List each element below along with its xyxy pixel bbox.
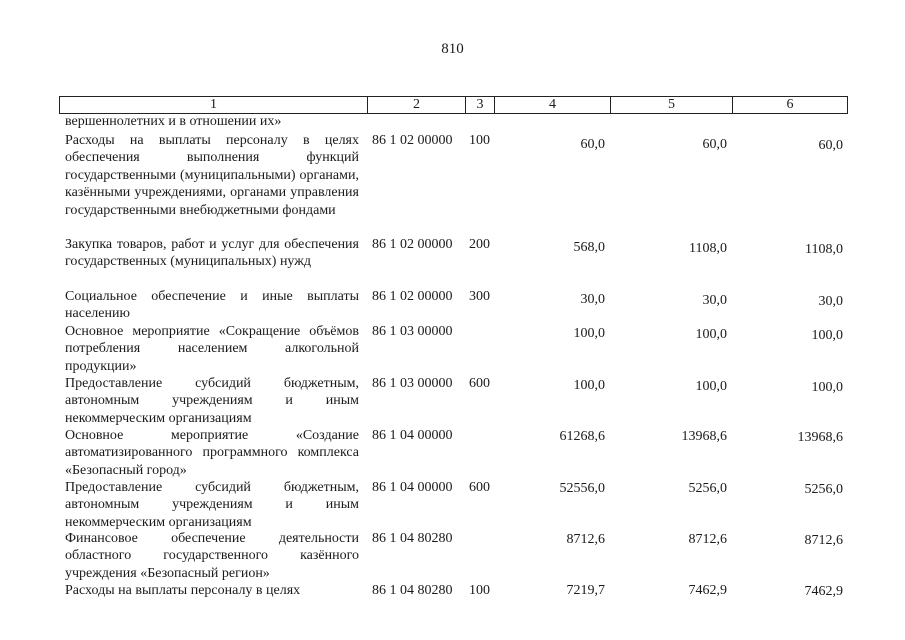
row-code: 86 1 04 00000	[372, 428, 453, 443]
row-value-col6: 30,0	[818, 294, 843, 309]
row-value-col5: 13968,6	[681, 429, 727, 444]
row-expense-type: 300	[469, 289, 490, 304]
header-col-4: 4	[549, 97, 556, 112]
header-col-5: 5	[668, 97, 675, 112]
row-value-col5: 5256,0	[688, 481, 727, 496]
row-value-col5: 8712,6	[688, 532, 727, 547]
row-value-col4: 8712,6	[566, 532, 605, 547]
row-value-col4: 61268,6	[559, 429, 605, 444]
row-value-col4: 30,0	[580, 292, 605, 307]
row-code: 86 1 04 80280	[372, 583, 453, 598]
row-value-col5: 30,0	[702, 293, 727, 308]
row-value-col6: 13968,6	[797, 430, 843, 445]
row-code: 86 1 02 00000	[372, 289, 453, 304]
row-value-col4: 52556,0	[559, 481, 605, 496]
row-description: Основное мероприятие «Сокращение объёмов потребления населением алкогольной продукции»	[65, 324, 359, 374]
page-number: 810	[441, 41, 464, 57]
row-code: 86 1 03 00000	[372, 376, 453, 391]
continuation-text: вершеннолетних и в отношении их»	[65, 114, 282, 129]
row-value-col5: 100,0	[695, 327, 727, 342]
row-value-col4: 568,0	[573, 240, 605, 255]
header-col-3: 3	[476, 97, 484, 112]
row-description: Основное мероприятие «Создание автоматизированного программного комплекса «Безопасный город»	[65, 428, 359, 478]
row-description: Финансовое обеспечение деятельности областного государственного казённого учреждения «Безопасный регион»	[65, 531, 359, 581]
row-value-col6: 100,0	[811, 328, 843, 343]
row-value-col4: 60,0	[580, 137, 605, 152]
row-value-col5: 1108,0	[689, 241, 727, 256]
row-value-col6: 8712,6	[804, 533, 843, 548]
row-code: 86 1 02 00000	[372, 133, 453, 148]
row-code: 86 1 04 80280	[372, 531, 453, 546]
row-value-col4: 100,0	[573, 378, 605, 393]
header-col-1: 1	[210, 97, 217, 112]
row-code: 86 1 04 00000	[372, 480, 453, 495]
row-description: Предоставление субсидий бюджетным, автономным учреждениям и иным некоммерческим организациям	[65, 480, 359, 530]
row-value-col6: 100,0	[811, 380, 843, 395]
row-code: 86 1 03 00000	[372, 324, 453, 339]
row-value-col4: 100,0	[573, 326, 605, 341]
row-value-col5: 7462,9	[688, 583, 727, 598]
header-col-2: 2	[413, 97, 420, 112]
row-description: Закупка товаров, работ и услуг для обеспечения государственных (муниципальных) нужд	[65, 237, 359, 270]
row-code: 86 1 02 00000	[372, 237, 453, 252]
row-expense-type: 100	[469, 133, 490, 148]
row-value-col6: 1108,0	[805, 242, 843, 257]
row-expense-type: 600	[469, 376, 490, 391]
row-value-col6: 7462,9	[804, 584, 843, 599]
row-value-col5: 60,0	[702, 137, 727, 152]
row-description: Расходы на выплаты персоналу в целях	[65, 583, 301, 598]
table-header	[59, 96, 848, 114]
row-expense-type: 200	[469, 237, 490, 252]
row-expense-type: 100	[469, 583, 490, 598]
header-col-6: 6	[786, 97, 794, 112]
row-expense-type: 600	[469, 480, 490, 495]
row-description: Социальное обеспечение и иные выплаты населению	[65, 289, 359, 322]
row-value-col5: 100,0	[695, 379, 727, 394]
row-description: Расходы на выплаты персоналу в целях обеспечения выполнения функций государственными (муниципальными) органами, казёнными учреждениями, органами управления государственными внебюджетными фондами	[65, 133, 359, 218]
row-description: Предоставление субсидий бюджетным, автономным учреждениям и иным некоммерческим организациям	[65, 376, 359, 426]
row-value-col6: 60,0	[818, 138, 843, 153]
row-value-col4: 7219,7	[566, 583, 605, 598]
row-value-col6: 5256,0	[804, 482, 843, 497]
